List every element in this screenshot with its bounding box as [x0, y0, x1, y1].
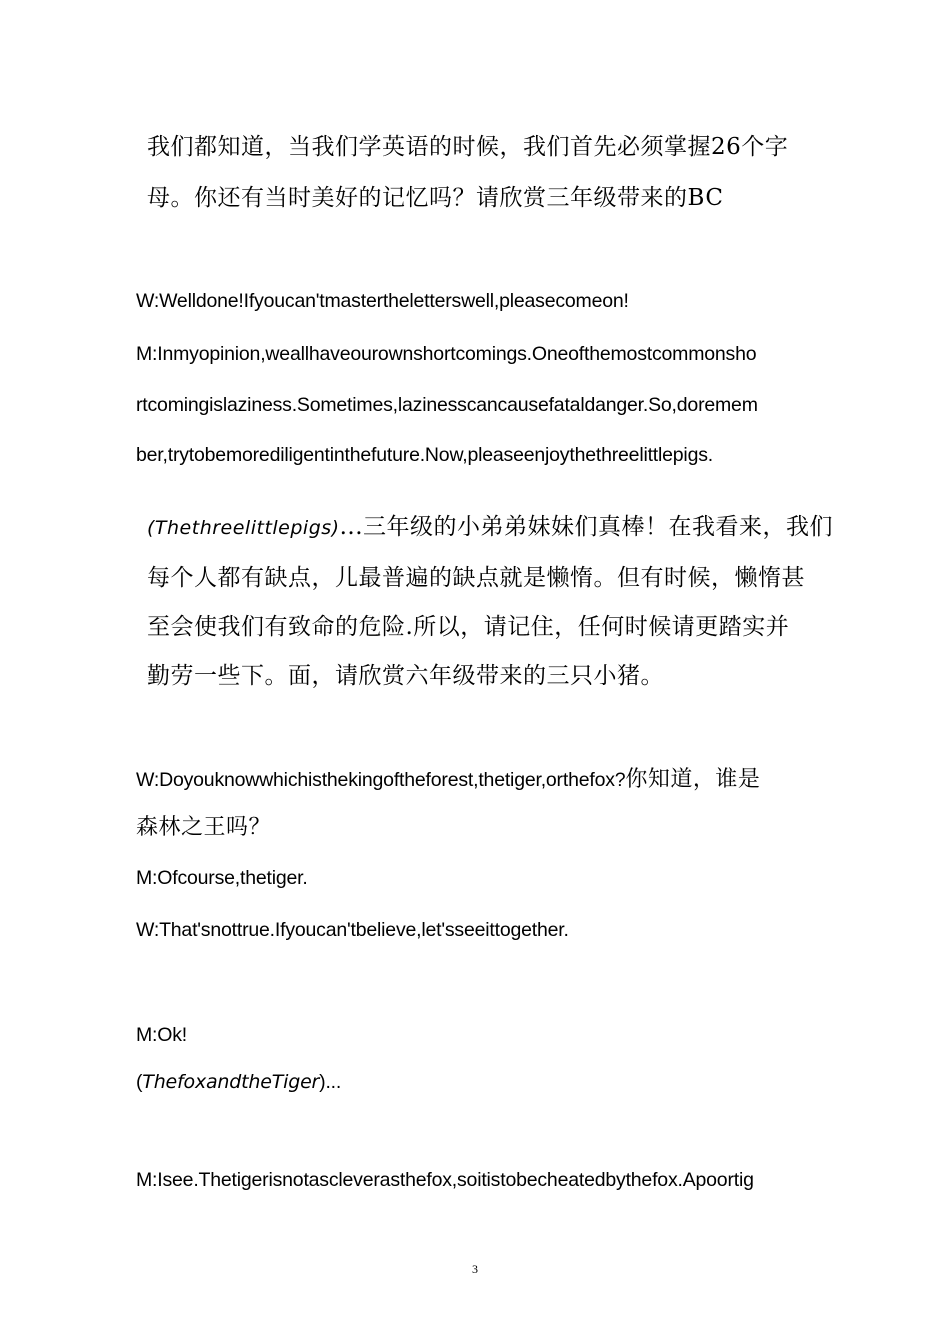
story-title-fox-and-tiger: ThefoxandtheTiger	[142, 1071, 320, 1093]
paragraph-4-line-3: 至会使我们有致命的危险.所以，请记住，任何时候请更踏实并	[147, 614, 790, 640]
paragraph-9	[136, 1071, 341, 1094]
page-number: 3	[472, 1262, 478, 1276]
paragraph-10: M:Isee.Thetigerisnotascleverasthefox,soitistobecheatedbythefox.Apoortig	[136, 1169, 754, 1191]
paragraph-1-line-2: 母。你还有当时美好的记忆吗？请欣赏三年级带来的BC	[147, 185, 724, 211]
paragraph-2: W:Welldone!Ifyoucan'tmastertheletterswell,pleasecomeon!	[136, 290, 629, 312]
paragraph-3-line-2: rtcomingislaziness.Sometimes,lazinesscancausefataldanger.So,doremem	[136, 394, 758, 416]
paragraph-5-line-2: 森林之王吗？	[136, 815, 272, 840]
paragraph-4-line-2: 每个人都有缺点，儿最普遍的缺点就是懒惰。但有时候，懒惰甚	[147, 565, 805, 591]
paragraph-5-line-1	[136, 762, 760, 793]
paragraph-3-line-1: M:Inmyopinion,weallhaveourownshortcomings.Oneofthemostcommonsho	[136, 343, 757, 365]
paragraph-4-line-1	[147, 508, 833, 541]
paragraph-1-line-1: 我们都知道，当我们学英语的时候，我们首先必须掌握26个字	[147, 134, 789, 160]
paragraph-9-close: )...	[319, 1071, 342, 1093]
paragraph-4-line-4: 勤劳一些下。面，请欣赏六年级带来的三只小猪。	[147, 663, 664, 689]
paragraph-5-chinese: 你知道，谁是	[625, 767, 761, 792]
story-title-three-little-pigs: (Thethreelittlepigs)	[147, 517, 340, 539]
paragraph-6: M:Ofcourse,thetiger.	[136, 867, 308, 889]
paragraph-8: M:Ok!	[136, 1024, 187, 1046]
paragraph-5-english: W:Doyouknowwhichisthekingoftheforest,thetiger,orthefox?	[136, 769, 626, 791]
paragraph-4-line-1-text: ...三年级的小弟弟妹妹们真棒！在我看来，我们	[339, 514, 834, 540]
paragraph-7: W:That'snottrue.Ifyoucan'tbelieve,let'sseeittogether.	[136, 919, 569, 941]
paragraph-3-line-3: ber,trytobemorediligentinthefuture.Now,pleaseenjoythethreelittlepigs.	[136, 444, 713, 466]
paragraph-9-open: (	[136, 1071, 143, 1093]
